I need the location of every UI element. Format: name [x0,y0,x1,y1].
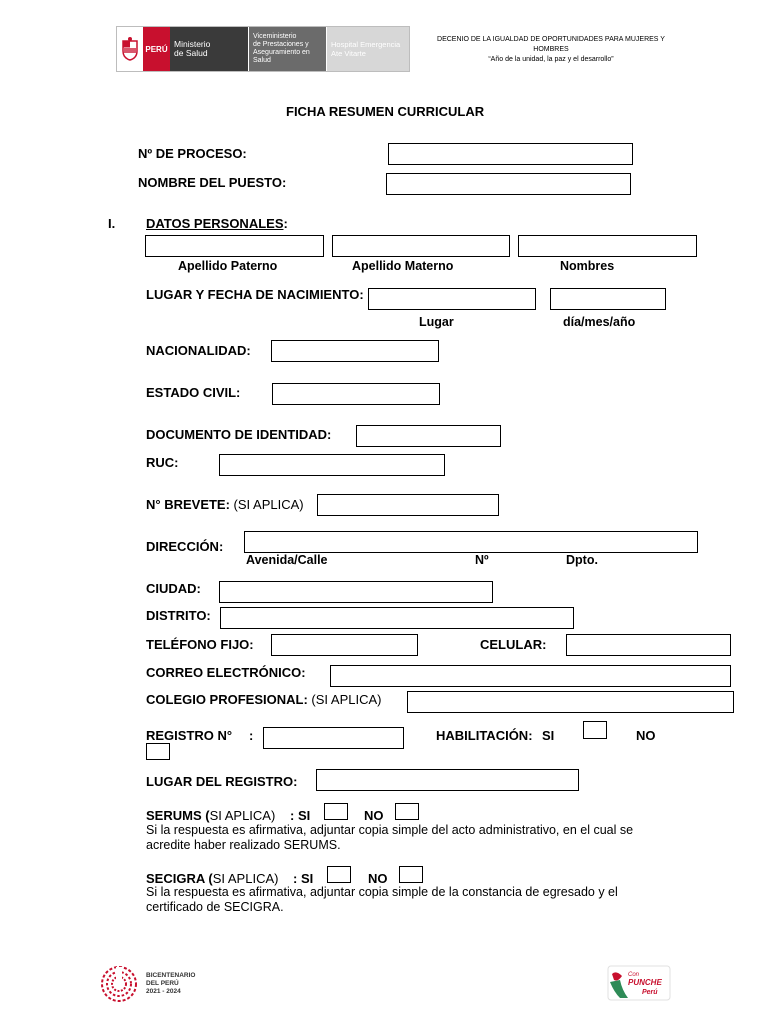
serums-no-checkbox[interactable] [395,803,419,820]
section-title [146,216,288,231]
documento-label: DOCUMENTO DE IDENTIDAD: [146,427,332,442]
peru-label: PERÚ [143,27,170,71]
caption-lugar: Lugar [419,315,454,329]
telefono-field[interactable] [271,634,418,656]
distrito-label: DISTRITO: [146,608,211,623]
secigra-si-label: : SI [293,871,314,886]
con-punche-peru-logo [606,962,672,1002]
habilitacion-no-checkbox[interactable] [146,743,170,760]
brevete-label-text: N° BREVETE: [146,497,230,512]
serums-si-checkbox[interactable] [324,803,348,820]
telefono-label: TELÉFONO FIJO: [146,637,254,652]
section-number: I. [108,216,116,231]
registro-label: REGISTRO N° [146,728,233,743]
secigra-note: SI APLICA) [212,871,279,886]
brevete-label [146,497,304,512]
habilitacion-label: HABILITACIÓN: [436,728,533,743]
serums-no-label: NO [364,808,384,823]
section-colon: : [283,216,288,231]
secigra-label-text: SECIGRA ( [146,871,213,886]
decenio-text: DECENIO DE LA IGUALDAD DE OPORTUNIDADES PARA MUJERES Y HOMBRES [437,36,665,53]
secigra-no-label: NO [368,871,388,886]
proceso-label: Nº DE PROCESO: [138,146,247,161]
registro-colon: : [249,728,254,743]
caption-fecha: día/mes/año [563,315,636,329]
punche-peru-text: Perú [642,989,658,996]
decenio-heading [420,35,682,65]
section-title-text: DATOS PERSONALES [146,216,284,231]
lugar-registro-label: LUGAR DEL REGISTRO: [146,774,298,789]
nacionalidad-label: NACIONALIDAD: [146,343,251,358]
page-title: FICHA RESUMEN CURRICULAR [286,104,485,119]
ruc-field[interactable] [219,454,445,476]
estado-civil-field[interactable] [272,383,440,405]
bicentenario-emblem-icon [98,964,140,1004]
direccion-field[interactable] [244,531,698,553]
secigra-si-checkbox[interactable] [327,866,351,883]
distrito-field[interactable] [220,607,574,629]
apellido-materno-field[interactable] [332,235,510,257]
nombres-field[interactable] [518,235,697,257]
brevete-note: (SI APLICA) [229,497,304,512]
hospital-label: Hospital Emergencia Ate Vitarte [331,40,401,58]
estado-civil-label: ESTADO CIVIL: [146,385,241,400]
documento-field[interactable] [356,425,501,447]
secigra-instructions: Si la respuesta es afirmativa, adjuntar copia simple de la constancia de egresado y el certificado de SECIGRA. [146,885,618,914]
punche-main-text: PUNCHE [628,978,662,987]
registro-field[interactable] [263,727,404,749]
celular-field[interactable] [566,634,731,656]
fecha-nacimiento-field[interactable] [550,288,666,310]
caption-nombres: Nombres [560,259,615,273]
ministry-logo [116,26,410,72]
ministerio-label: Ministerio de Salud [174,39,211,58]
viceministerio-label: Viceministerio de Prestaciones y Aseguramiento en Salud [253,33,310,64]
serums-label [146,808,275,823]
caption-dpto: Dpto. [566,553,598,567]
bicentenario-logo [98,964,195,1004]
ciudad-field[interactable] [219,581,493,603]
direccion-label: DIRECCIÓN: [146,539,224,554]
nacionalidad-field[interactable] [271,340,439,362]
habilitacion-no-label: NO [636,728,656,743]
secigra-label [146,871,278,886]
habilitacion-si-label: SI [542,728,555,743]
brevete-field[interactable] [317,494,499,516]
serums-note: SI APLICA) [209,808,276,823]
colegio-field[interactable] [407,691,734,713]
lugar-nacimiento-field[interactable] [368,288,536,310]
ciudad-label: CIUDAD: [146,581,201,596]
correo-label: CORREO ELECTRÓNICO: [146,665,306,680]
puesto-field[interactable] [386,173,631,195]
nacimiento-label: LUGAR Y FECHA DE NACIMIENTO: [146,287,364,302]
serums-instructions: Si la respuesta es afirmativa, adjuntar copia simple del acto administrativo, en el cual se acredite haber realizado SERUMS. [146,823,634,852]
caption-avenida: Avenida/Calle [246,553,328,567]
correo-field[interactable] [330,665,731,687]
ruc-label: RUC: [146,455,179,470]
apellido-paterno-field[interactable] [145,235,324,257]
puesto-label: NOMBRE DEL PUESTO: [138,175,287,190]
lugar-registro-field[interactable] [316,769,579,791]
proceso-field[interactable] [388,143,633,165]
colegio-label-text: COLEGIO PROFESIONAL: [146,692,308,707]
bicentenario-text: BICENTENARIO DEL PERÚ 2021 - 2024 [146,972,196,995]
caption-apellido-materno: Apellido Materno [352,259,454,273]
anio-text: “Año de la unidad, la paz y el desarrollo” [488,56,614,63]
serums-label-text: SERUMS ( [146,808,210,823]
serums-si-label: : SI [290,808,311,823]
colegio-note: (SI APLICA) [307,692,382,707]
secigra-no-checkbox[interactable] [399,866,423,883]
caption-apellido-paterno: Apellido Paterno [178,259,278,273]
celular-label: CELULAR: [480,637,547,652]
caption-numero: Nº [475,553,489,567]
peru-seal-icon [117,27,143,71]
punche-con-text: Con [628,972,640,978]
colegio-label [146,692,382,707]
habilitacion-si-checkbox[interactable] [583,721,607,739]
